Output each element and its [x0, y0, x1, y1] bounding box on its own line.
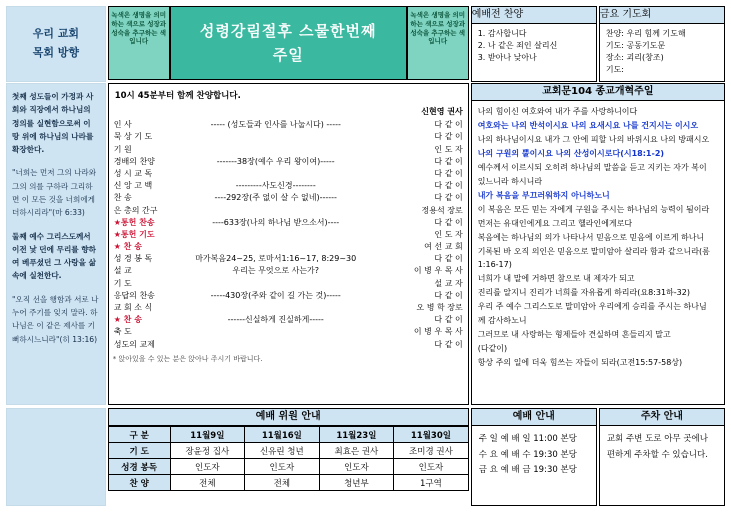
duty-col-head: 구 분 [108, 427, 170, 443]
duty-col [108, 408, 469, 504]
scripture-line: 우리 주 예수 그리스도로 말미암아 우리에게 승리를 주시는 하나님 [477, 302, 707, 312]
order-item-detail: -------38장(예수 우리 왕이여)----- [216, 156, 335, 166]
scripture-line: 진리를 알지니 진리가 너희를 자유롭게 하리라(요8:31하-32) [477, 288, 690, 298]
scripture-line: 먼저는 유대인에게요 그리고 헬라인에게로다 [477, 218, 633, 228]
order-item-name: 인 사 [113, 120, 132, 130]
vision-quote-1: "너희는 먼저 그의 나라와 그의 의를 구하라 그리하면 이 모든 것을 너희에게 더하시리라"(마 6:33) [12, 168, 97, 218]
duty-cell: 최효은 권사 [319, 443, 394, 459]
scripture-line: 여호와는 나의 반석이시요 나의 요새시요 나를 건지시는 이시오 [477, 120, 699, 130]
worship-order-table [113, 105, 464, 350]
parking-notice-body [599, 426, 725, 506]
order-item-person: 이 병 우 목 사 [413, 327, 463, 337]
duty-col-head: 11월23일 [319, 427, 394, 443]
order-item-name: 성 시 교 독 [113, 168, 153, 178]
table-row [113, 240, 464, 252]
scripture-block [471, 83, 725, 405]
table-row [113, 338, 464, 350]
table-row [113, 204, 464, 216]
order-item-detail: 우리는 무엇으로 사는가? [232, 266, 320, 276]
friday-prayer-block [599, 6, 725, 80]
parking-notice-header: 주차 안내 [599, 408, 725, 426]
table-row [113, 277, 464, 289]
scripture-line: 나의 하나님이시요 내가 그 안에 피할 나의 바위시요 나의 방패시오 [477, 134, 710, 144]
duty-cell: 신유린 청년 [245, 443, 320, 459]
duty-cell: 인도자 [394, 459, 469, 475]
ministry-direction-line1: 우리 교회 [32, 27, 80, 41]
title-col [108, 6, 469, 80]
order-item-person: 인 도 자 [434, 144, 463, 154]
pre-worship-praise-body [471, 24, 597, 82]
vision-text-continuation [6, 408, 106, 506]
order-item-person: 다 같 이 [434, 181, 463, 191]
notice-col [471, 408, 725, 504]
ministry-direction-line2: 목회 방향 [32, 46, 80, 59]
worship-order-note: 10시 45분부터 함께 찬양합니다. [114, 91, 241, 101]
worship-order-leader: 신현영 권사 [421, 106, 463, 116]
praise-item: 3. 받아나 낮아나 [477, 53, 537, 62]
order-item-detail [169, 131, 383, 143]
order-item-detail [169, 338, 383, 350]
scripture-line: 기록된 바 오직 의인은 믿음으로 말미암아 살리라 함과 같으니라(롬 [477, 246, 710, 256]
order-item-person: 다 같 이 [434, 193, 463, 203]
duty-cell: 전체 [170, 475, 245, 491]
order-item-detail: ----- (성도들과 인사를 나눕시다) ----- [210, 120, 341, 130]
order-item-name: 축 도 [113, 327, 132, 337]
duty-cell: 청년부 [319, 475, 394, 491]
scripture-line: 이 복음은 모든 믿는 자에게 구원을 주시는 하나님의 능력이 됨이라 [477, 204, 710, 214]
friday-prayer-header: 금요 기도회 [599, 6, 725, 24]
table-row [113, 301, 464, 313]
duty-cell: 전체 [245, 475, 320, 491]
order-item-person: 다 같 이 [434, 254, 463, 264]
order-item-person: 정용석 장로 [421, 205, 463, 215]
order-item-person: 다 같 이 [434, 315, 463, 325]
order-item-name: 묵 상 기 도 [113, 132, 153, 142]
duty-cell: 인도자 [245, 459, 320, 475]
duty-cell: 1구역 [394, 475, 469, 491]
order-item-detail: ----292장(주 없이 살 수 없네)------ [214, 193, 337, 203]
scripture-line: 1:16-17) [477, 260, 512, 270]
scripture-title: 교회문104 종교개혁주일 [472, 84, 724, 101]
order-item-name: 경배의 찬양 [113, 156, 155, 166]
order-item-detail [169, 301, 383, 313]
vision-text-col [6, 83, 106, 405]
parking-notice-line: 교회 주변 도로 아무 곳에나 [606, 434, 708, 444]
top-section [6, 6, 725, 80]
worship-order-footnote: * 앉아있을 수 있는 분은 앉아나 주시기 바랍니다. [112, 355, 263, 364]
vision-quote-2: "오직 선을 행함과 서로 나누어 주기를 잊지 말라. 하나님은 이 같은 제사를 기뻐하시느니라"(히 13:16) [12, 294, 99, 344]
duty-header: 예배 위원 안내 [108, 408, 469, 426]
friday-prayer-line: 기도: 공동기도문 [605, 41, 666, 50]
scripture-line: 너희가 내 말에 거하면 참으로 내 제자가 되고 [477, 274, 635, 284]
praise-item: 1. 감사합니다 [477, 29, 527, 38]
friday-prayer-body [599, 24, 725, 82]
order-item-name: 기 도 [113, 278, 132, 288]
order-item-name: 기 원 [113, 144, 132, 154]
pre-worship-praise-block [471, 6, 597, 80]
duty-row-label: 성경 봉독 [108, 459, 170, 475]
order-item-detail: ----633장(나의 하나님 받으소서)---- [212, 217, 340, 227]
order-item-name: 교 회 소 식 [113, 303, 153, 312]
bulletin-title [170, 6, 407, 80]
order-item-person: 다 같 이 [434, 339, 463, 349]
order-item-person: 여 선 교 회 [424, 242, 463, 252]
bottom-left-filler [6, 408, 106, 504]
order-item-person: 설 교 자 [434, 278, 463, 288]
duty-row-label: 기 도 [108, 443, 170, 459]
worship-notice-line: 수 요 예 배 수 19:30 본당 [478, 449, 577, 460]
ministry-direction-header-col [6, 6, 106, 80]
table-row [113, 228, 464, 240]
bulletin-title-line2: 주일 [272, 46, 304, 64]
worship-notice-line: 주 일 예 배 일 11:00 본당 [478, 434, 577, 444]
green-color-note-left: 녹색은 생명을 의미하는 색으로 성장과 성숙을 추구하는 색입니다 [108, 6, 170, 80]
scripture-line: 나의 힘이신 여호와여 내가 주를 사랑하니이다 [477, 107, 638, 116]
friday-prayer-line: 장소: 괴리(창조) [605, 53, 664, 62]
order-item-name: 응답의 찬송 [113, 290, 155, 300]
table-row [108, 459, 468, 475]
worship-notice-block [471, 408, 597, 504]
pre-worship-praise-header: 예배전 찬양 [471, 6, 597, 24]
ministry-direction-header [6, 6, 106, 82]
order-item-person: 오 병 학 장로 [416, 303, 463, 312]
duty-cell: 장윤정 집사 [170, 443, 245, 459]
praise-prayer-col [471, 6, 725, 80]
order-item-detail [169, 204, 383, 216]
order-item-person: 다 같 이 [434, 120, 463, 130]
scripture-line: 께 감사하노니 [477, 316, 527, 326]
order-item-person: 이 병 우 목 사 [413, 266, 463, 276]
vision-text [6, 83, 106, 405]
order-item-detail: 마가복음24~25, 로마서1:16~17, 8:29~30 [195, 254, 357, 264]
duty-col-head: 11월30일 [394, 427, 469, 443]
order-item-detail [169, 277, 383, 289]
scripture-line: 내가 복음을 부끄러워하지 아니하노니 [477, 190, 610, 200]
table-header-row [108, 427, 468, 443]
worship-notice-body [471, 426, 597, 506]
order-item-person: 다 같 이 [434, 156, 463, 166]
scripture-line: 복음에는 하나님의 의가 나타나서 믿음으로 믿음에 이르게 하나니 [477, 232, 705, 242]
worship-order [108, 83, 469, 405]
order-item-detail: ------신실하게 진실하게----- [227, 315, 324, 325]
table-row [113, 314, 464, 326]
order-item-detail [169, 143, 383, 155]
table-row [113, 216, 464, 228]
parking-notice-line: 편하게 주차할 수 있습니다. [606, 449, 708, 460]
bottom-section [6, 408, 725, 504]
order-item-name: 신 앙 고 백 [113, 181, 153, 191]
order-item-person: 다 같 이 [434, 132, 463, 142]
table-row [113, 289, 464, 301]
duty-cell: 인도자 [319, 459, 394, 475]
duty-table [108, 426, 469, 491]
order-item-detail: ---------사도신경-------- [235, 181, 316, 191]
scripture-line: 항상 주의 일에 더욱 힘쓰는 자들이 되라(고전15:57-58상) [477, 358, 683, 368]
table-row [113, 119, 464, 131]
table-row [113, 192, 464, 204]
table-row [113, 253, 464, 265]
order-item-name: 성도의 교제 [113, 339, 155, 349]
vision-paragraph-2: 둘째 예수 그리스도께서 이전 낯 던에 무리를 향하여 베푸셨던 그 사랑을 삶 속에 실천한다. [12, 231, 96, 281]
order-item-person: 다 같 이 [434, 217, 463, 227]
scripture-line: 있느니라 하시니라 [477, 176, 543, 186]
order-item-detail: -----430장(주와 같이 길 가는 것)----- [210, 290, 341, 300]
scripture-line: 예수께서 이르시되 오히려 하나님의 말씀을 듣고 지키는 자가 복이 [477, 162, 707, 172]
order-item-name: ★통헌 기도 [113, 229, 155, 239]
order-item-name: 성 경 봉 독 [113, 254, 153, 264]
scripture-col [471, 83, 725, 405]
duty-cell: 조미경 권사 [394, 443, 469, 459]
duty-col-head: 11월16일 [245, 427, 320, 443]
scripture-line: 나의 구원의 뿔이시요 나의 산성이시로다(시18:1-2) [477, 148, 665, 158]
order-item-detail [169, 326, 383, 338]
order-item-name: ★통헌 찬송 [113, 217, 155, 227]
table-row [113, 180, 464, 192]
vision-paragraph-1: 첫째 성도들이 가정과 사회와 직장에서 하나님의 정의를 실현함으로써 이 땅 위에 하나님의 나라를 확장한다. [12, 92, 94, 155]
table-row [113, 167, 464, 179]
scripture-line: (다같이) [477, 344, 508, 354]
table-row [108, 443, 468, 459]
order-item-name: 설 교 [113, 266, 132, 276]
friday-prayer-line: 찬양: 우리 힘께 기도해 [605, 29, 686, 38]
worship-order-col [108, 83, 469, 405]
praise-item: 2. 나 같은 죄인 살리신 [477, 41, 558, 50]
table-row [113, 131, 464, 143]
order-item-name: 찬 송 [113, 193, 132, 203]
worship-notice-header: 예배 안내 [471, 408, 597, 426]
order-item-person: 다 같 이 [434, 290, 463, 300]
order-item-detail [169, 167, 383, 179]
scripture-body [472, 101, 724, 376]
worship-notice-line: 금 요 예 배 금 19:30 본당 [478, 465, 577, 476]
table-row [113, 143, 464, 155]
duty-col-head: 11월9일 [170, 427, 245, 443]
order-item-detail [169, 228, 383, 240]
friday-prayer-line: 기도: [605, 65, 624, 74]
parking-notice-block [599, 408, 725, 504]
order-item-name: ★ 찬 송 [113, 315, 142, 325]
table-row [108, 475, 468, 491]
table-row [113, 326, 464, 338]
duty-row-label: 찬 양 [108, 475, 170, 491]
worship-order-head-row [113, 105, 464, 119]
green-color-note-right: 녹색은 생명을 의미하는 색으로 성장과 성숙을 추구하는 색입니다 [407, 6, 469, 80]
order-item-person: 인 도 자 [434, 229, 463, 239]
order-item-person: 다 같 이 [434, 168, 463, 178]
order-item-name: 은 총의 간구 [113, 205, 158, 215]
table-row [113, 265, 464, 277]
scripture-line: 그러므로 내 사랑하는 형제들아 견실하며 흔들리지 말고 [477, 330, 671, 340]
middle-section [6, 83, 725, 405]
order-item-detail [169, 240, 383, 252]
table-row [113, 155, 464, 167]
duty-cell: 인도자 [170, 459, 245, 475]
order-item-name: ★ 찬 송 [113, 242, 142, 252]
bulletin-title-line1: 성령강림절후 스물한번째 [199, 22, 377, 40]
